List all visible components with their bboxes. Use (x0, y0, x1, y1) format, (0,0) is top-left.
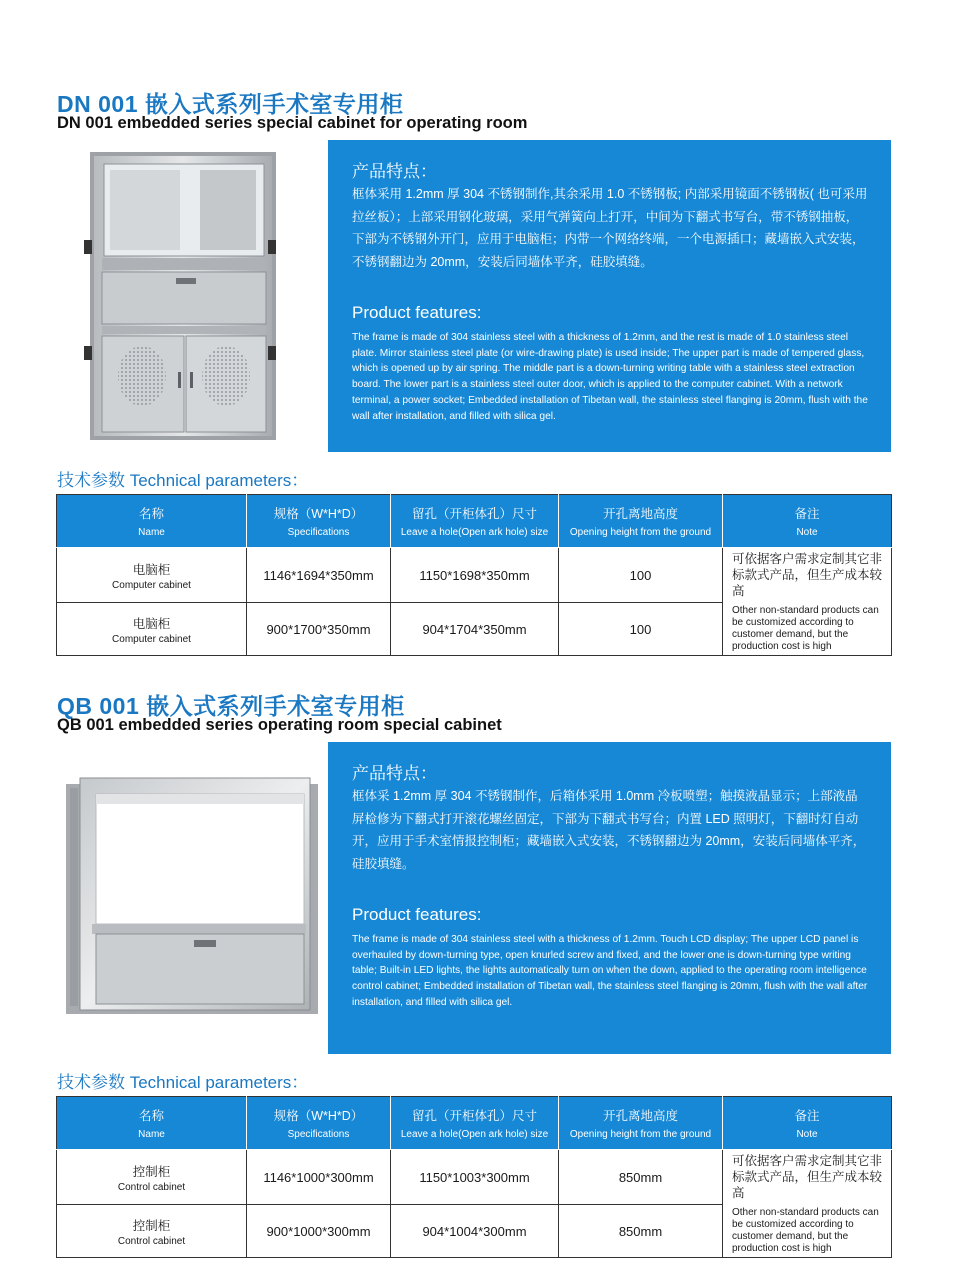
cell-name: 控制柜 Control cabinet (57, 1150, 247, 1205)
header-height: 开孔离地高度 Opening height from the ground (559, 495, 723, 548)
note-en: Other non-standard products can be customized according to customer demand, but the production cost is high (732, 1207, 879, 1254)
table-header-row (57, 495, 892, 548)
header-hole: 留孔（开柜体孔）尺寸 Leave a hole(Open ark hole) size (391, 495, 559, 548)
features-en-heading: Product features: (352, 905, 482, 924)
technical-parameters-label: 技术参数 Technical parameters： (57, 471, 309, 490)
cell-hole: 1150*1698*350mm (391, 548, 559, 603)
technical-parameters-label: 技术参数 Technical parameters： (57, 1073, 309, 1092)
note-cn: 可依据客户需求定制其它非标款式产品，但生产成本较高 (732, 1154, 883, 1200)
features-cn-heading: 产品特点： (352, 162, 437, 181)
product-title-cn: QB 001 嵌入式系列手术室专用柜 (57, 693, 405, 719)
header-note: 备注 Note (723, 495, 892, 548)
note-cn: 可依据客户需求定制其它非标款式产品，但生产成本较高 (732, 552, 883, 598)
product-title-en: QB 001 embedded series operating room special cabinet (57, 716, 502, 734)
product-title-cn: DN 001 嵌入式系列手术室专用柜 (57, 91, 404, 117)
features-cn-text: 框体采用 1.2mm 厚 304 不锈钢制作,其余采用 1.0 不锈钢板; 内部采用镜面不锈钢板( 也可采用拉丝板）；上部采用钢化玻璃，采用气弹簧向上打开，中间为下翻式书写台，带不锈钢抽板，下部为不锈钢外开门，应用于电脑柜；内带一个网络终端，一个电源插口；藏墙嵌入式安装，不锈钢翻边为 20mm，安装后同墙体平齐，硅胶填缝。 (352, 187, 868, 269)
header-height: 开孔离地高度 Opening height from the ground (559, 1097, 723, 1150)
cell-spec: 900*1700*350mm (247, 603, 391, 656)
cell-height: 100 (559, 548, 723, 603)
product-features-panel (328, 742, 891, 1054)
cell-name: 电脑柜 Computer cabinet (57, 603, 247, 656)
header-name: 名称 Name (57, 1097, 247, 1150)
cell-spec: 1146*1694*350mm (247, 548, 391, 603)
product-title-en: DN 001 embedded series special cabinet for operating room (57, 114, 528, 132)
table-row (57, 548, 892, 603)
technical-parameters-table (56, 1096, 892, 1258)
cell-hole: 904*1004*300mm (391, 1205, 559, 1258)
cell-spec: 900*1000*300mm (247, 1205, 391, 1258)
cell-name: 电脑柜 Computer cabinet (57, 548, 247, 603)
cell-name: 控制柜 Control cabinet (57, 1205, 247, 1258)
header-name: 名称 Name (57, 495, 247, 548)
header-hole: 留孔（开柜体孔）尺寸 Leave a hole(Open ark hole) size (391, 1097, 559, 1150)
cell-height: 850mm (559, 1150, 723, 1205)
cell-height: 100 (559, 603, 723, 656)
table-row (57, 1150, 892, 1205)
features-en-heading: Product features: (352, 303, 482, 322)
features-en-text: The frame is made of 304 stainless steel with a thickness of 1.2mm, and the rest is made of 1.0 stainless steel plate. Mirror stainless steel plate (or wire-drawing plate) is used inside; The upper part is made of tempered glass, which is opened up by air spring. The middle part is a down-turning writing table with a stainless steel extraction board. The lower part is a stainless steel outer door, which is applied to the computer cabinet. With a network terminal, a power socket; Embedded installation of Tibetan wall, the stainless steel flanging is 20mm, flush with the wall after installation, and filled with silica gel. (352, 332, 868, 422)
header-spec: 规格（W*H*D） Specifications (247, 495, 391, 548)
product-features-panel (328, 140, 891, 452)
header-spec: 规格（W*H*D） Specifications (247, 1097, 391, 1150)
features-cn-text: 框体采 1.2mm 厚 304 不锈钢制作，后箱体采用 1.0mm 冷板喷塑；触摸液晶显示；上部液晶屏检修为下翻式打开滚花螺丝固定，下部为下翻式书写台；内置 LED 照明灯，下翻时灯自动开，应用于手术室情报控制柜；藏墙嵌入式安装，不锈钢翻边为 20mm，安装后同墙体平齐，硅胶填缝。 (352, 789, 866, 871)
table-header-row (57, 1097, 892, 1150)
cell-height: 850mm (559, 1205, 723, 1258)
cell-hole: 904*1704*350mm (391, 603, 559, 656)
header-note: 备注 Note (723, 1097, 892, 1150)
features-en-text: The frame is made of 304 stainless steel with a thickness of 1.2mm. Touch LCD display; The upper LCD panel is overhauled by down-turning type, open knurled screw and fixed, and the lower one is down-turning type writing table; Built-in LED lights, the lights automatically turn on when the down, applied to the operating room intelligence control cabinet; Embedded installation of Tibetan wall, the stainless steel flanging is 20mm, flush with the wall after installation, and filled with silica gel. (352, 934, 868, 1008)
table-row (57, 1205, 892, 1258)
control-cabinet-photo (66, 776, 318, 1018)
cell-note (723, 548, 892, 656)
computer-cabinet-photo (80, 150, 280, 442)
features-cn-heading: 产品特点： (352, 764, 437, 783)
cell-spec: 1146*1000*300mm (247, 1150, 391, 1205)
note-en: Other non-standard products can be customized according to customer demand, but the production cost is high (732, 605, 879, 652)
cell-note (723, 1150, 892, 1258)
cell-hole: 1150*1003*300mm (391, 1150, 559, 1205)
technical-parameters-table (56, 494, 892, 656)
